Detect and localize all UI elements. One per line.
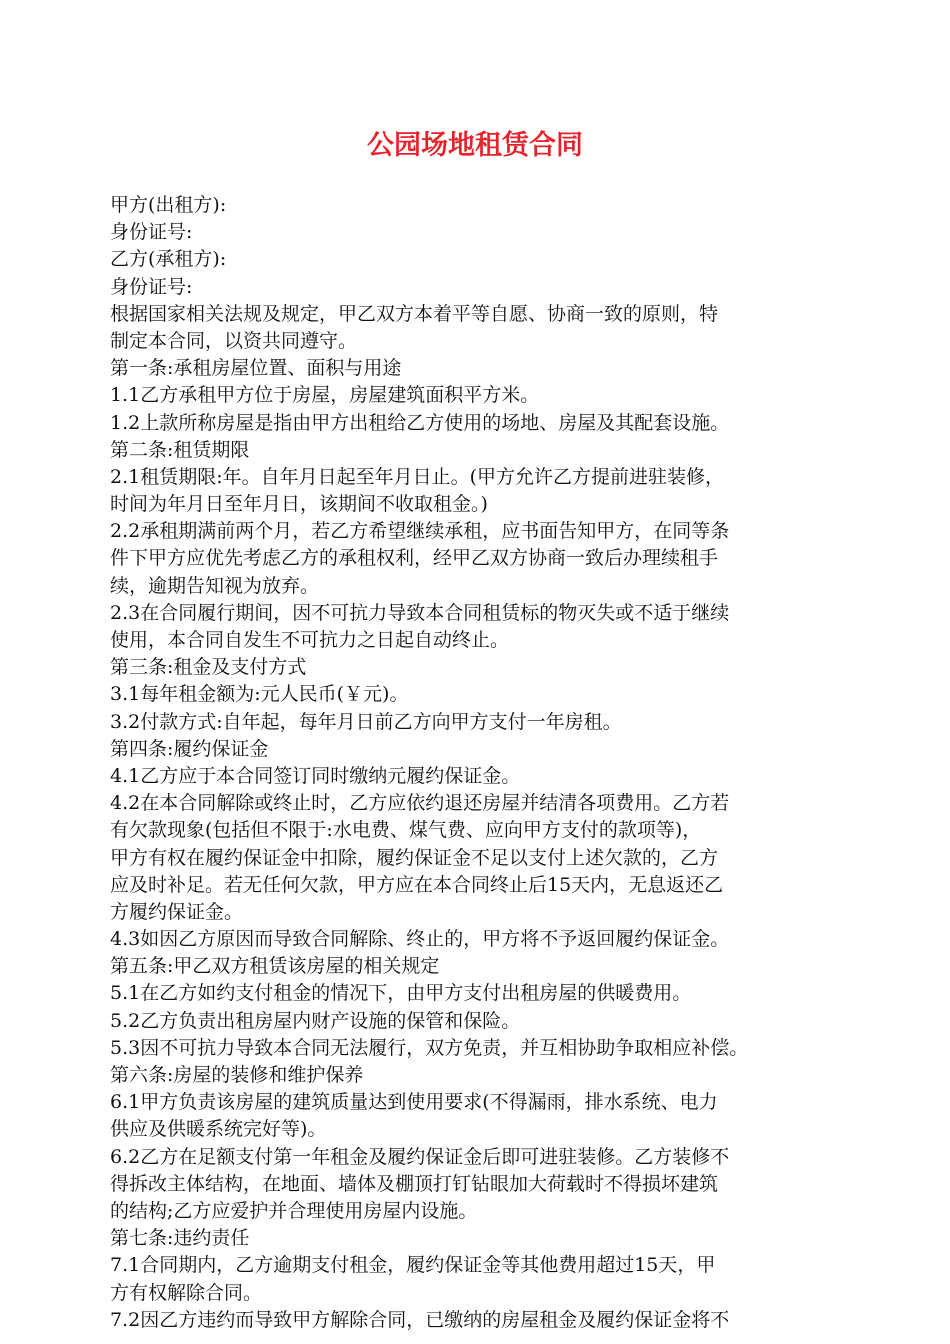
- text-line: 身份证号:: [110, 221, 193, 244]
- text-line: 2.2承租期满前两个月，若乙方希望继续承租，应书面告知甲方，在同等条: [110, 520, 730, 543]
- text-line: 第三条:租金及支付方式: [110, 656, 307, 679]
- text-line: 方有权解除合同。: [110, 1281, 263, 1304]
- text-line: 时间为年月日至年月日，该期间不收取租金。): [110, 493, 488, 516]
- text-line: 7.2因乙方违约而导致甲方解除合同，已缴纳的房屋租金及履约保证金将不: [110, 1308, 730, 1331]
- text-line: 第二条:租赁期限: [110, 438, 250, 461]
- text-line: 5.2乙方负责出租房屋内财产设施的保管和保险。: [110, 1009, 521, 1032]
- text-line: 应及时补足。若无任何欠款，甲方应在本合同终止后15天内，无息返还乙: [110, 873, 724, 896]
- text-line: 方履约保证金。: [110, 900, 244, 923]
- text-line: 1.1乙方承租甲方位于房屋，房屋建筑面积平方米。: [110, 384, 540, 407]
- text-line: 身份证号:: [110, 275, 193, 298]
- text-line: 使用，本合同自发生不可抗力之日起自动终止。: [110, 629, 510, 651]
- text-line: 第一条:承租房屋位置、面积与用途: [110, 357, 402, 380]
- text-line: 7.1合同期内，乙方逾期支付租金，履约保证金等其他费用超过15天，甲: [110, 1254, 716, 1277]
- text-line: 4.1乙方应于本合同签订同时缴纳元履约保证金。: [110, 764, 521, 787]
- text-line: 制定本合同，以资共同遵守。: [110, 329, 358, 352]
- text-line: 第四条:履约保证金: [110, 737, 269, 760]
- text-line: 甲方(出租方):: [110, 194, 227, 216]
- text-line: 2.1租赁期限:年。自年月日起至年月日止。(甲方允许乙方提前进驻装修，: [110, 465, 725, 488]
- text-line: 得拆改主体结构，在地面、墙体及棚顶打钉钻眼加大荷载时不得损坏建筑: [110, 1172, 719, 1195]
- text-line: 6.2乙方在足额支付第一年租金及履约保证金后即可进驻装修。乙方装修不: [110, 1145, 730, 1168]
- text-line: 第六条:房屋的装修和维护保养: [110, 1064, 364, 1086]
- text-line: 甲方有权在履约保证金中扣除，履约保证金不足以支付上述欠款的，乙方: [110, 846, 719, 869]
- text-line: 第七条:违约责任: [110, 1227, 250, 1250]
- text-line: 4.2在本合同解除或终止时，乙方应依约退还房屋并结清各项费用。乙方若: [110, 792, 730, 815]
- text-line: 件下甲方应优先考虑乙方的承租权利，经甲乙双方协商一致后办理续租手: [110, 547, 719, 570]
- text-line: 续，逾期告知视为放弃。: [110, 574, 320, 597]
- text-line: 1.2上款所称房屋是指由甲方出租给乙方使用的场地、房屋及其配套设施。: [110, 411, 730, 434]
- text-line: 乙方(承租方):: [110, 248, 227, 271]
- text-line: 根据国家相关法规及规定，甲乙双方本着平等自愿、协商一致的原则，特: [110, 302, 719, 325]
- document-title: 公园场地租赁合同: [367, 130, 583, 161]
- text-line: 第五条:甲乙双方租赁该房屋的相关规定: [110, 955, 440, 978]
- document-body: [110, 192, 852, 1334]
- text-line: 5.1在乙方如约支付租金的情况下，由甲方支付出租房屋的供暖费用。: [110, 982, 692, 1005]
- text-line: 4.3如因乙方原因而导致合同解除、终止的，甲方将不予返回履约保证金。: [110, 928, 730, 951]
- text-line: 3.1每年租金额为:元人民币(￥元)。: [110, 683, 409, 706]
- text-line: 3.2付款方式:自年起，每年月日前乙方向甲方支付一年房租。: [110, 710, 622, 733]
- text-line: 6.1甲方负责该房屋的建筑质量达到使用要求(不得漏雨，排水系统、电力: [110, 1091, 718, 1114]
- text-line: 2.3在合同履行期间，因不可抗力导致本合同租赁标的物灭失或不适于继续: [110, 601, 730, 624]
- text-line: 供应及供暖系统完好等)。: [110, 1118, 327, 1141]
- text-line: 5.3因不可抗力导致本合同无法履行，双方免责，并互相协助争取相应补偿。: [110, 1036, 749, 1059]
- text-line: 的结构;乙方应爱护并合理使用房屋内设施。: [110, 1199, 478, 1222]
- text-line: 有欠款现象(包括但不限于:水电费、煤气费、应向甲方支付的款项等)，: [110, 819, 702, 842]
